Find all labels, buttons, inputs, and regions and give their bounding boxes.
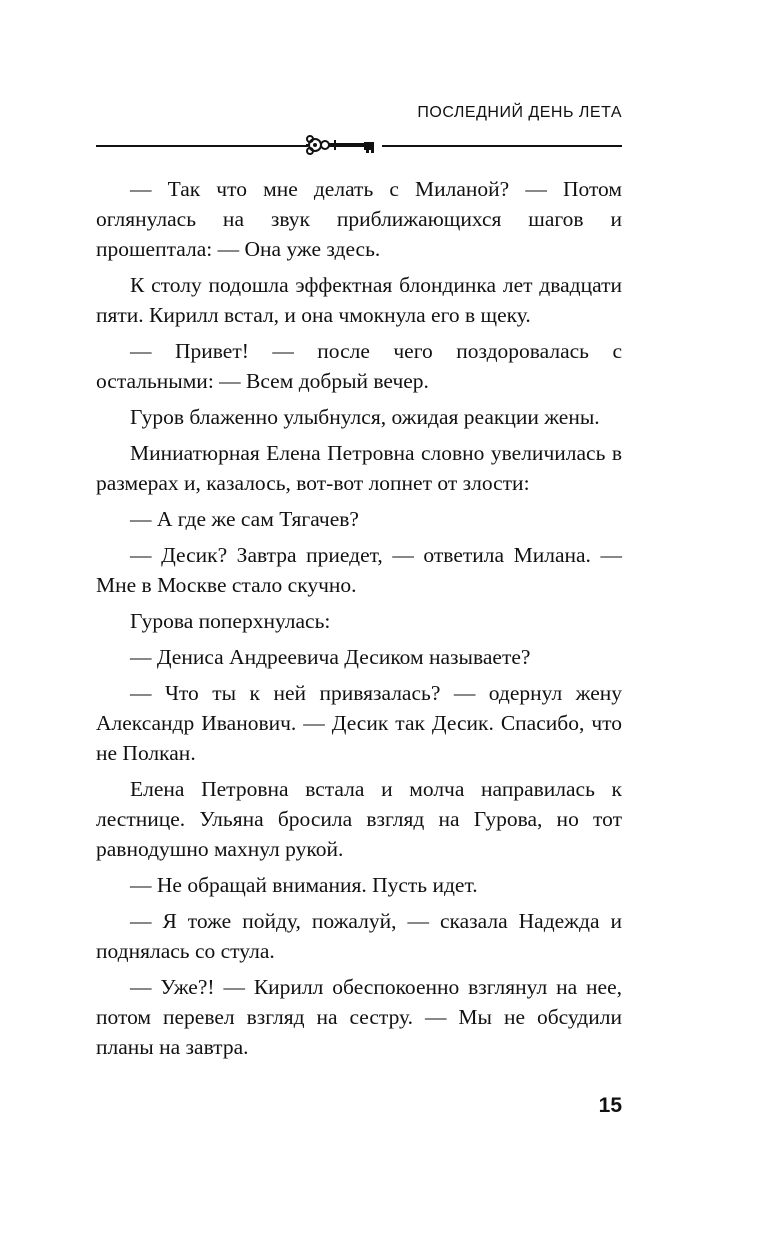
paragraph: — Я тоже пойду, пожалуй, — сказала Надежда и поднялась со стула. [96,909,622,963]
paragraph: Миниатюрная Елена Петровна словно увеличилась в размерах и, казалось, вот-вот лопнет от злости: [96,441,622,495]
rule-line-right [382,145,622,147]
paragraph: — Дениса Андреевича Десиком называете? [130,645,531,669]
page-number: 15 [598,1094,622,1117]
paragraph: — Что ты к ней привязалась? — одернул жену Александр Иванович. — Десик так Десик. Спасибо, что не Полкан. [96,681,622,765]
header-ornament [96,132,622,158]
paragraph: Елена Петровна встала и молча направилась к лестнице. Ульяна бросила взгляд на Гурова, но тот равнодушно махнул рукой. [96,777,622,861]
paragraph: — Десик? Завтра приедет, — ответила Милана. — Мне в Москве стало скучно. [96,543,622,597]
key-icon [304,132,384,158]
paragraph: — Так что мне делать с Миланой? — Потом оглянулась на звук приближающихся шагов и прошептала: — Она уже здесь. [96,177,622,261]
paragraph: — Уже?! — Кирилл обеспокоенно взглянул на нее, потом перевел взгляд на сестру. — Мы не обсудили планы на завтра. [96,975,622,1059]
rule-line-left [96,145,308,147]
paragraph: — Привет! — после чего поздоровалась с остальными: — Всем добрый вечер. [96,339,622,393]
paragraph: — Не обращай внимания. Пусть идет. [130,873,478,897]
paragraph: К столу подошла эффектная блондинка лет двадцати пяти. Кирилл встал, и она чмокнула его в щеку. [96,273,622,327]
paragraph: Гурова поперхнулась: [130,609,331,633]
running-head-title: ПОСЛЕДНИЙ ДЕНЬ ЛЕТА [417,104,622,121]
paragraph: Гуров блаженно улыбнулся, ожидая реакции жены. [130,405,600,429]
paragraph: — А где же сам Тягачев? [130,507,359,531]
body-text [96,174,622,1068]
